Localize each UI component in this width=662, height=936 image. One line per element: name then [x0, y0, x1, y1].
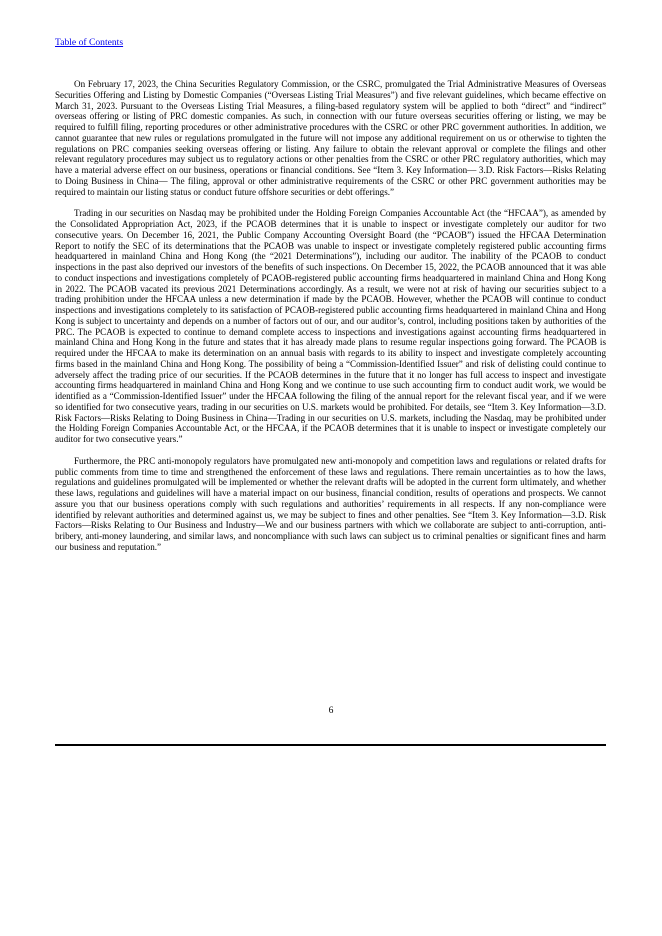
paragraph-hfcaa-trading: Trading in our securities on Nasdaq may be prohibited under the Holding Foreign Companies Accountable Act (the “HFCAA”), as amended by the Consolidated Appropriation Act, 2023, if the PCAOB determines that it is unable to inspect or investigate completely our auditor for two consecutive years. On December 16, 2021, the Public Company Accounting Oversight Board (the “PCAOB”) issued the HFCAA Determination Report to notify the SEC of its determinations that the PCAOB was unable to inspect or investigate completely registered public accounting firms headquartered in mainland China and Hong Kong (the “2021 Determinations”), including our auditor. The inability of the PCAOB to conduct inspections in the past also deprived our investors of the benefits of such inspections. On December 15, 2022, the PCAOB announced that it was able to conduct inspections and investigations completely of PCAOB-registered public accounting firms headquartered in mainland China and Hong Kong in 2022. The PCAOB vacated its previous 2021 Determinations accordingly. As a result, we were not at risk of having our securities subject to a trading prohibition under the HFCAA unless a new determination if made by the PCAOB. However, whether the PCAOB will continue to conduct inspections and investigations completely to its satisfaction of PCAOB-registered public accounting firms headquartered in mainland China and Hong Kong is subject to uncertainty and depends on a number of factors out of our, and our auditor’s, control, including positions taken by authorities of the PRC. The PCAOB is expected to continue to demand complete access to inspections and investigations against accounting firms headquartered in mainland China and Hong Kong in the future and states that it has already made plans to resume regular inspections going forward. The PCAOB is required under the HFCAA to make its determination on an annual basis with regards to its ability to inspect and investigate completely accounting firms based in the mainland China and Hong Kong. The possibility of being a “Commission-Identified Issuer” and risk of delisting could continue to adversely affect the trading price of our securities. If the PCAOB determines in the future that it no longer has full access to inspect and investigate accounting firms headquartered in mainland China and Hong Kong and we continue to use such accounting firm to conduct audit work, we would be identified as a “Commission-Identified Issuer” under the HFCAA following the filing of the annual report for the relevant fiscal year, and if we were so identified for two consecutive years, trading in our securities on U.S. markets would be prohibited. For details, see “Item 3. Key Information—3.D. Risk Factors—Risks Relating to Doing Business in China—Trading in our securities on U.S. markets, including the Nasdaq, may be prohibited under the Holding Foreign Companies Accountable Act, or the HFCAA, if the PCAOB determines that it is unable to inspect or investigate completely our auditor for two consecutive years.” — [55, 208, 606, 444]
table-of-contents-link[interactable]: Table of Contents — [55, 37, 124, 48]
document-body — [55, 79, 606, 564]
page-number: 6 — [328, 705, 334, 716]
paragraph-csrc-overseas-listing: On February 17, 2023, the China Securities Regulatory Commission, or the CSRC, promulgated the Trial Administrative Measures of Overseas Securities Offering and Listing by Domestic Companies (“Overseas Listing Trial Measures”) and five relevant guidelines, which became effective on March 31, 2023. Pursuant to the Overseas Listing Trial Measures, a filing-based regulatory system will be applied to both “direct” and “indirect” overseas offering or listing of PRC domestic companies. As such, in connection with our future overseas securities offering or listing, we may be required to fulfill filing, reporting procedures or other administrative procedures with the CSRC or other PRC government authorities. In addition, we cannot guarantee that new rules or regulations promulgated in the future will not impose any additional requirement on us or otherwise to tighten the regulations on PRC companies seeking overseas offering or listing. Any failure to obtain the relevant approval or complete the filings and other relevant regulatory procedures may subject us to regulatory actions or other penalties from the CSRC or other PRC regulatory authorities, which may have a material adverse effect on our business, operations or financial conditions. See “Item 3. Key Information— 3.D. Risk Factors—Risks Relating to Doing Business in China— The filing, approval or other administrative requirements of the CSRC or other PRC government authorities may be required to maintain our listing status or conduct future offshore securities or debt offerings.” — [55, 79, 606, 197]
paragraph-anti-monopoly: Furthermore, the PRC anti-monopoly regulators have promulgated new anti-monopoly and competition laws and regulations or related drafts for public comments from time to time and strengthened the enforcement of these laws and regulations. There remain uncertainties as to how the laws, regulations and guidelines promulgated will be implemented or whether the relevant drafts will be adopted in the current form ultimately, and whether these laws, regulations and guidelines will have a material impact on our business, financial condition, results of operations and prospects. We cannot assure you that our business operations comply with such regulations and authorities’ requirements in all respects. If any non-compliance were identified by relevant authorities and determined against us, we may be subject to fines and other penalties. See “Item 3. Key Information—3.D. Risk Factors—Risks Relating to Our Business and Industry—We and our business partners with which we collaborate are subject to anti-corruption, anti-bribery, anti-money laundering, and similar laws, and noncompliance with such laws can subject us to criminal penalties or significant fines and harm our business and reputation.” — [55, 455, 606, 552]
page-bottom-rule — [55, 744, 606, 746]
